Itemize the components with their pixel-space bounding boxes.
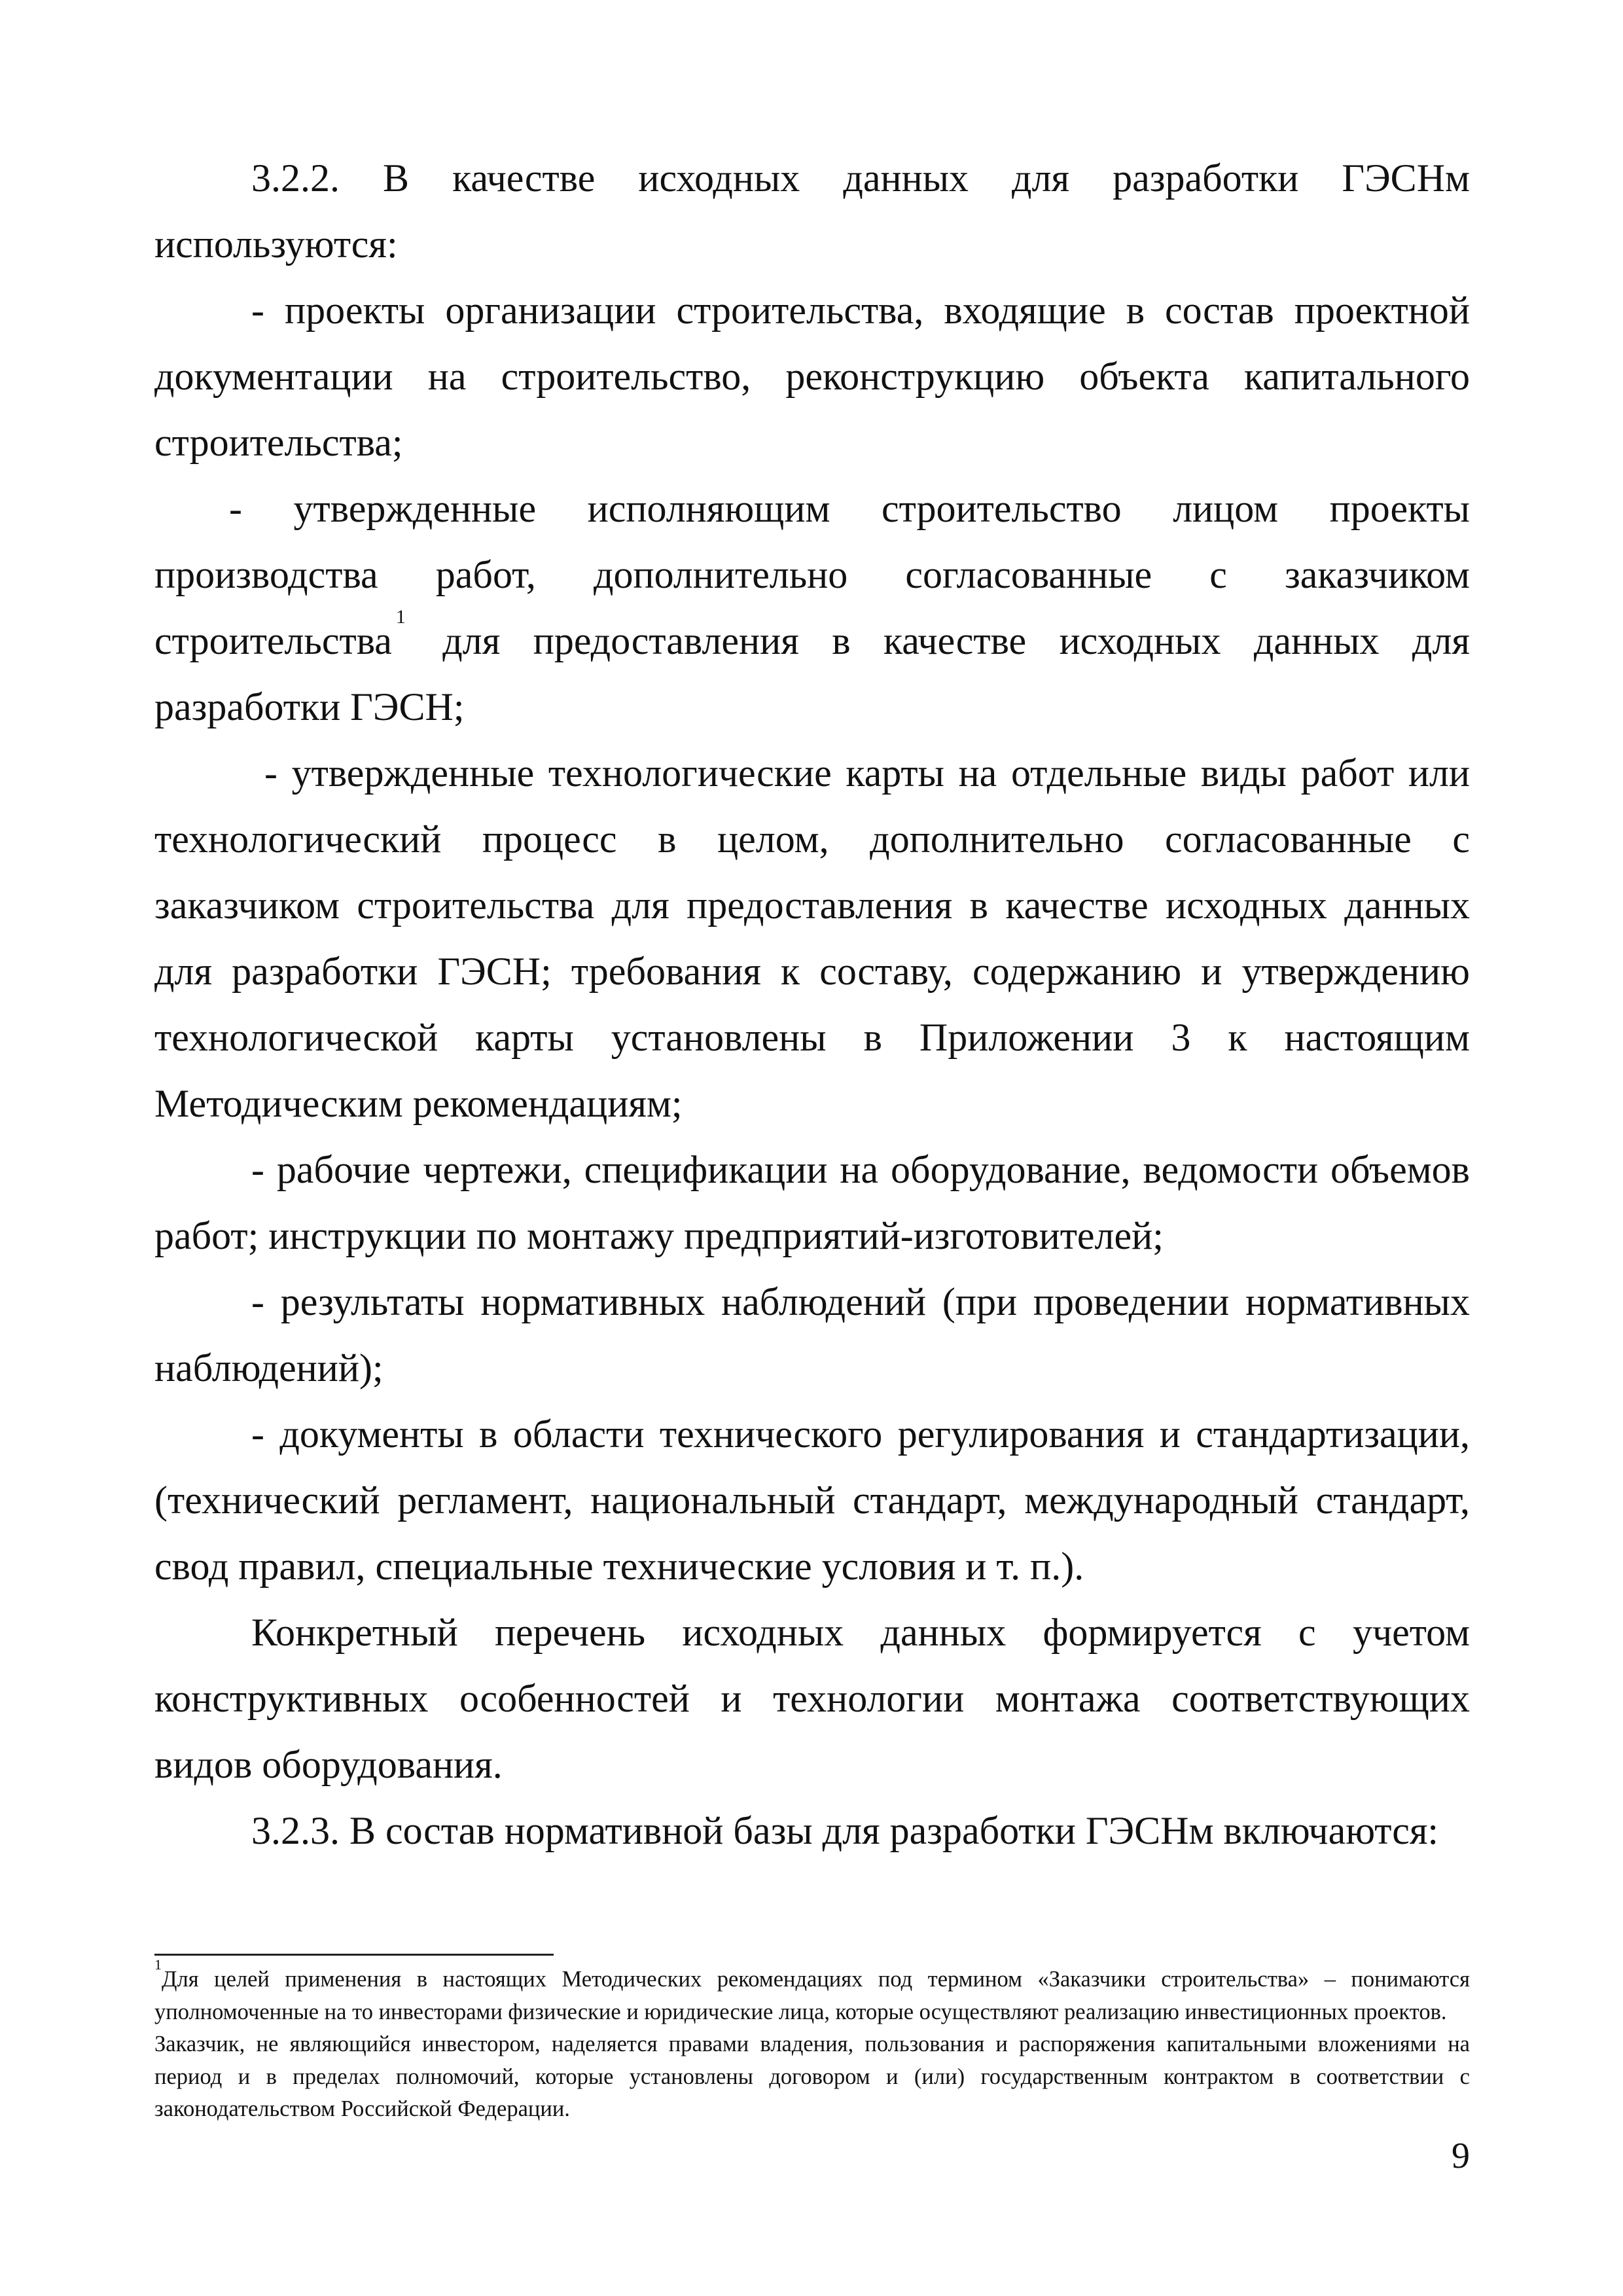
- list-item-work-projects-text: - утвержденные исполняющим строительство лицом проекты производства работ, дополнительно согласованные с заказчиком строительства: [154, 487, 1470, 662]
- footnote-reference: 1: [395, 606, 406, 628]
- footnote-separator: [154, 1954, 554, 1956]
- footnote-marker: 1: [154, 1956, 162, 1973]
- footnotes: [154, 1956, 1470, 2126]
- list-item-regulatory-documents: - документы в области технического регулирования и стандартизации, (технический регламент, национальный стандарт, международный стандарт, свод правил, специальные технические условия и т. п.).: [154, 1412, 1470, 1588]
- paragraph-3-2-2: 3.2.2. В качестве исходных данных для разработки ГЭСНм используются:: [154, 156, 1470, 266]
- footnote-1-text: Для целей применения в настоящих Методических рекомендациях под термином «Заказчики строительства» – понимаются уполномоченные на то инвесторами физические и юридические лица, которые осуществляют реализацию инвестиционных проектов.: [154, 1967, 1470, 2024]
- body-text: [154, 145, 1470, 1864]
- list-item-observation-results: - результаты нормативных наблюдений (при проведении нормативных наблюдений);: [154, 1280, 1470, 1390]
- list-item-work-projects-text-end: для предоставления в качестве исходных данных для разработки ГЭСН;: [154, 619, 1470, 728]
- footnote-1: [154, 1956, 1470, 2028]
- list-item-construction-projects: - проекты организации строительства, входящие в состав проектной документации на строительство, реконструкцию объекта капитального строительства;: [154, 289, 1470, 464]
- footnote-1-continuation: Заказчик, не являющийся инвестором, наделяется правами владения, пользования и распоряжения капитальными вложениями на период и в пределах полномочий, которые установлены договором и (или) государственным контрактом в соответствии с законодательством Российской Федерации.: [154, 2032, 1470, 2121]
- page-number: 9: [1452, 2136, 1470, 2176]
- list-item-working-drawings: - рабочие чертежи, спецификации на оборудование, ведомости объемов работ; инструкции по монтажу предприятий-изготовителей;: [154, 1148, 1470, 1257]
- list-item-technological-maps: - утвержденные технологические карты на отдельные виды работ или технологический процесс в целом, дополнительно согласованные с заказчиком строительства для предоставления в качестве исходных данных для разработки ГЭСН; требования к составу, содержанию и утверждению технологической карты установлены в Приложении 3 к настоящим Методическим рекомендациям;: [154, 751, 1470, 1125]
- paragraph-3-2-3: 3.2.3. В состав нормативной базы для разработки ГЭСНм включаются:: [251, 1809, 1439, 1852]
- paragraph-specific-list: Конкретный перечень исходных данных формируется с учетом конструктивных особенностей и технологии монтажа соответствующих видов оборудования.: [154, 1611, 1470, 1786]
- list-item-work-projects: [154, 476, 1470, 740]
